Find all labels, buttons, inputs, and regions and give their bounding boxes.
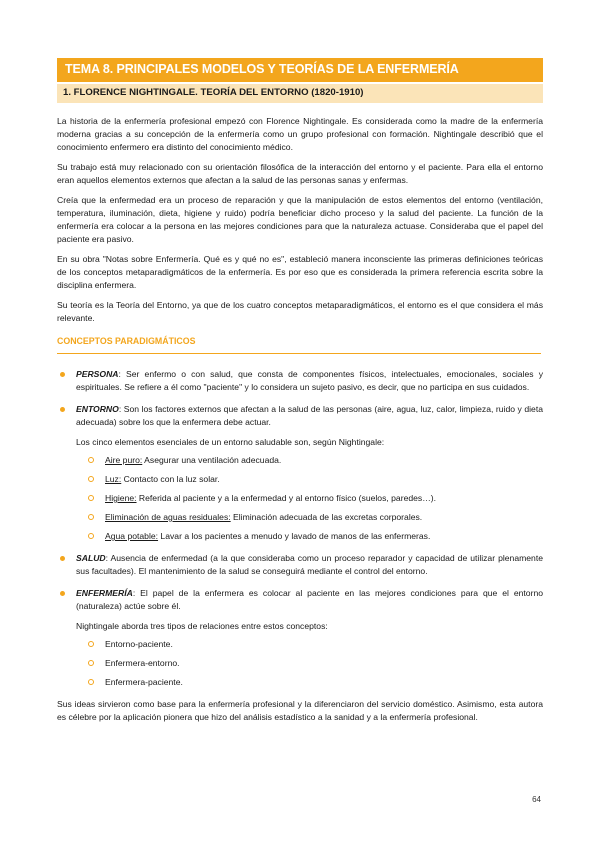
ring-bullet-icon [88, 495, 94, 501]
page-number: 64 [532, 795, 541, 804]
sublist-item [88, 454, 543, 467]
concept-text [76, 403, 543, 429]
subsection-title: CONCEPTOS PARADIGMÁTICOS [57, 335, 541, 354]
paragraph: La historia de la enfermería profesional empezó con Florence Nightingale. Es considerada como la madre de la enfermería moderna gracias a su concepción de la enfermería como un grupo profesional con formación. Nightingale describió que el conocimiento enfermero era distinto del conocimiento médico. [57, 116, 543, 152]
concepts-list [57, 368, 543, 689]
relations-list [76, 638, 543, 689]
paragraph: En su obra "Notas sobre Enfermería. Qué es y qué no es", estableció manera inconsciente las primeras definiciones teóricas de los conceptos metaparadigmáticos de la enfermería. Es por eso que es considerada la primera referencia escrita sobre la disciplina enfermera. [57, 254, 543, 290]
ring-bullet-icon [88, 476, 94, 482]
concept-term: ENTORNO [76, 404, 119, 414]
sublist-intro: Los cinco elementos esenciales de un entorno saludable son, según Nightingale: [76, 437, 385, 447]
bullet-icon [60, 407, 65, 412]
ring-bullet-icon [88, 660, 94, 666]
closing-paragraph: Sus ideas sirvieron como base para la enfermería profesional y la diferenciaron del servicio doméstico. Asimismo, esta autora es célebre por la aplicación pionera que hizo del análisis estadístico a la sanidad y a la enfermería profesional. [57, 699, 543, 722]
sublist-item [88, 511, 543, 524]
section-heading-bar [57, 84, 543, 103]
paragraph: Su teoría es la Teoría del Entorno, ya que de los cuatro conceptos metaparadigmáticos, el entorno es el que considera el más relevante. [57, 300, 543, 323]
concept-description: : El papel de la enfermera es colocar al paciente en las mejores condiciones para que el entorno (naturaleza) actúe sobre él. [76, 588, 543, 611]
ring-bullet-icon [88, 457, 94, 463]
environment-elements-list [76, 454, 543, 543]
item-text: Asegurar una ventilación adecuada. [142, 455, 282, 465]
concept-description: : Son los factores externos que afectan a la salud de las personas (aire, agua, luz, calor, limpieza, ruido y dieta adecuada) sobre los que la enfermera debe actuar. [76, 404, 543, 427]
sublist-intro: Nightingale aborda tres tipos de relaciones entre estos conceptos: [76, 621, 328, 631]
item-text: Lavar a los pacientes a menudo y lavado de manos de las enfermeras. [158, 531, 431, 541]
concept-text [76, 587, 543, 613]
concept-text [76, 552, 543, 578]
item-label: Luz: [105, 474, 122, 484]
ring-bullet-icon [88, 533, 94, 539]
ring-bullet-icon [88, 641, 94, 647]
item-label: Higiene: [105, 493, 137, 503]
concept-text [76, 368, 543, 394]
sublist-item [88, 657, 543, 670]
item-text: Enfermera-entorno. [105, 658, 180, 668]
item-text: Enfermera-paciente. [105, 677, 183, 687]
paragraph: Creía que la enfermedad era un proceso de reparación y que la manipulación de estos elementos del entorno (ventilación, temperatura, iluminación, dieta, higiene y ruido) podría beneficiar dicho proceso y la salud del paciente. La función de la enfermería era colocar a la persona en las mejores condiciones para que la naturaleza actuase. Consideraba que el papel del paciente era pasivo. [57, 195, 543, 244]
concept-term: SALUD [76, 553, 106, 563]
ring-bullet-icon [88, 514, 94, 520]
section-heading: 1. FLORENCE NIGHTINGALE. TEORÍA DEL ENTORNO (1820-1910) [63, 87, 364, 98]
sublist-item [88, 492, 543, 505]
concept-term: PERSONA [76, 369, 119, 379]
item-text: Entorno-paciente. [105, 639, 173, 649]
bullet-icon [60, 556, 65, 561]
bullet-icon [60, 372, 65, 377]
concept-enfermeria [57, 587, 543, 689]
sublist-item [88, 530, 543, 543]
chapter-title: TEMA 8. PRINCIPALES MODELOS Y TEORÍAS DE LA ENFERMERÍA [65, 62, 459, 76]
item-text: Contacto con la luz solar. [121, 474, 220, 484]
sublist-item [88, 676, 543, 689]
item-text: Referida al paciente y a la enfermedad y al entorno físico (suelos, paredes…). [136, 493, 437, 503]
concept-persona [57, 368, 543, 394]
item-label: Eliminación de aguas residuales: [105, 512, 231, 522]
bullet-icon [60, 591, 65, 596]
chapter-title-bar [57, 58, 543, 82]
ring-bullet-icon [88, 679, 94, 685]
concept-term: ENFERMERÍA [76, 588, 133, 598]
concept-salud [57, 552, 543, 578]
body-content [57, 115, 543, 731]
sublist-item [88, 638, 543, 651]
paragraph: Su trabajo está muy relacionado con su orientación filosófica de la interacción del entorno y el paciente. Para ella el entorno eran aquellos elementos externos que afectan a la salud de las personas sanas y enfermas. [57, 162, 543, 185]
concept-description: : Ausencia de enfermedad (a la que consideraba como un proceso reparador y capacidad de utilizar plenamente sus facultades). El mantenimiento de la salud se conseguirá mediante el control del entorno. [76, 553, 543, 576]
item-label: Aire puro: [105, 455, 143, 465]
concept-description: : Ser enfermo o con salud, que consta de componentes físicos, intelectuales, emocionales, sociales y espirituales. Se refiere a él como "paciente" y lo considera un sujeto pasivo, es decir, que no participa en sus cuidados. [76, 369, 543, 392]
item-label: Agua potable: [105, 531, 159, 541]
sublist-item [88, 473, 543, 486]
concept-entorno [57, 403, 543, 543]
item-text: Eliminación adecuada de las excretas corporales. [230, 512, 423, 522]
